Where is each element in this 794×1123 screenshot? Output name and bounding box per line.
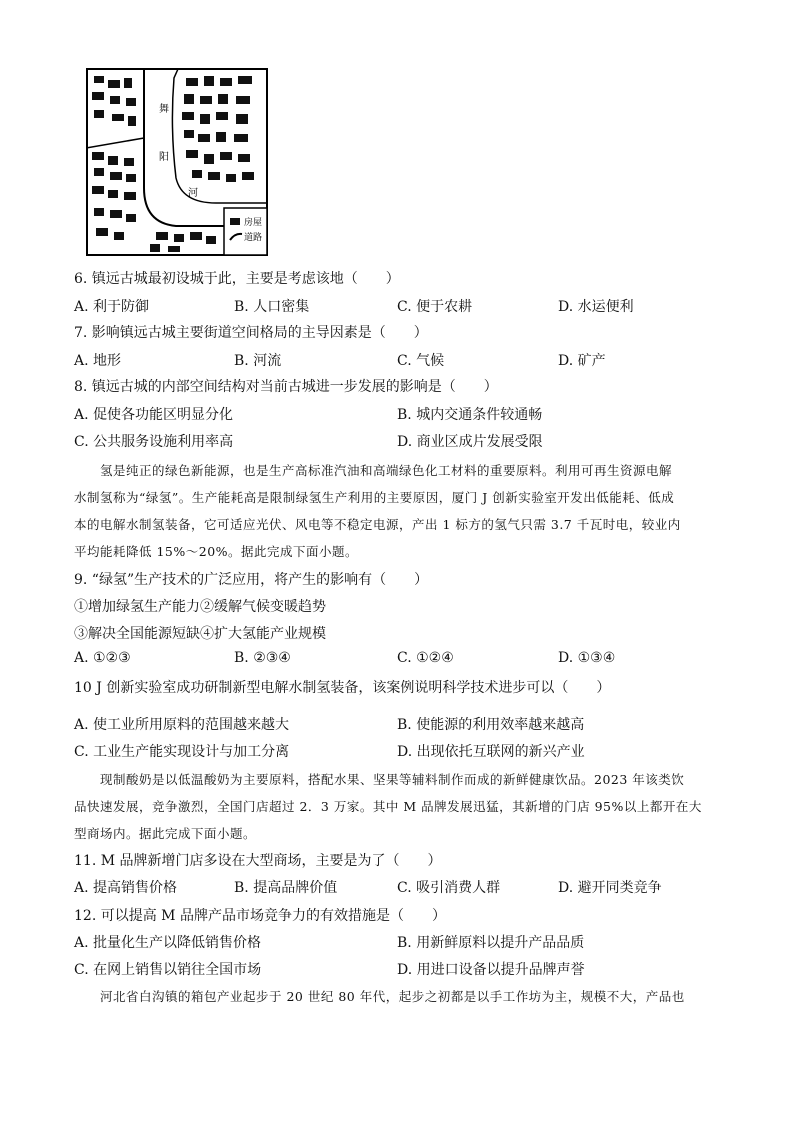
q8-option-b[interactable]: B. 城内交通条件较通畅 — [397, 407, 543, 423]
passage1-line-1: 氢是纯正的绿色新能源，也是生产高标准汽油和高端绿色化工材料的重要原料。利用可再生资源电解 — [100, 463, 673, 478]
q12-option-c[interactable]: C. 在网上销售以销往全国市场 — [74, 962, 262, 978]
q12-option-b[interactable]: B. 用新鲜原料以提升产品品质 — [397, 935, 585, 951]
legend-road-label: 道路 — [244, 233, 263, 243]
q11-stem: 11. M 品牌新增门店多设在大型商场，主要是为了（ ） — [74, 853, 442, 869]
q7-stem: 7. 影响镇远古城主要街道空间格局的主导因素是（ ） — [74, 325, 428, 341]
passage2-line-3: 型商场内。据此完成下面小题。 — [74, 826, 257, 841]
q11-option-b[interactable]: B. 提高品牌价值 — [234, 880, 338, 896]
river-label-1: 舞 — [159, 104, 169, 115]
q8-stem: 8. 镇远古城的内部空间结构对当前古城进一步发展的影响是（ ） — [74, 379, 498, 395]
q9-option-d[interactable]: D. ①③④ — [558, 650, 616, 666]
q9-option-a[interactable]: A. ①②③ — [74, 650, 131, 666]
q9-item-1: ①增加绿氢生产能力②缓解气候变暖趋势 — [74, 599, 326, 615]
passage1-line-4: 平均能耗降低 15%～20%。据此完成下面小题。 — [74, 544, 359, 559]
q8-option-c[interactable]: C. 公共服务设施利用率高 — [74, 434, 234, 450]
town-map — [86, 68, 268, 256]
q12-option-d[interactable]: D. 用进口设备以提升品牌声誉 — [397, 962, 585, 978]
q7-option-c[interactable]: C. 气候 — [397, 353, 445, 369]
passage3-line-1: 河北省白沟镇的箱包产业起步于 20 世纪 80 年代，起步之初都是以手工作坊为主，规模不大，产品也 — [100, 989, 685, 1004]
q9-item-2: ③解决全国能源短缺④扩大氢能产业规模 — [74, 626, 326, 642]
passage1-line-2: 水制氢称为“绿氢”。生产能耗高是限制绿氢生产利用的主要原因，厦门 J 创新实验室开发出低能耗、低成 — [74, 490, 675, 505]
q12-option-a[interactable]: A. 批量化生产以降低销售价格 — [74, 935, 262, 951]
q6-option-a[interactable]: A. 利于防御 — [74, 299, 150, 315]
q7-option-b[interactable]: B. 河流 — [234, 353, 282, 369]
house-legend-icon — [230, 218, 240, 225]
q11-option-a[interactable]: A. 提高销售价格 — [74, 880, 178, 896]
q6-option-b[interactable]: B. 人口密集 — [234, 299, 310, 315]
q9-stem: 9. “绿氢”生产技术的广泛应用，将产生的影响有（ ） — [74, 572, 429, 588]
legend-house-label: 房屋 — [244, 218, 263, 228]
q10-option-c[interactable]: C. 工业生产能实现设计与加工分离 — [74, 744, 290, 760]
q7-option-d[interactable]: D. 矿产 — [558, 353, 606, 369]
q9-option-c[interactable]: C. ①②④ — [397, 650, 454, 666]
q10-option-a[interactable]: A. 使工业所用原料的范围越来越大 — [74, 717, 290, 733]
passage2-line-1: 现制酸奶是以低温酸奶为主要原料，搭配水果、坚果等辅料制作而成的新鲜健康饮品。2023 年该类饮 — [100, 772, 685, 787]
river-label-2: 阳 — [159, 152, 169, 163]
q8-option-a[interactable]: A. 促使各功能区明显分化 — [74, 407, 234, 423]
passage1-line-3: 本的电解水制氢装备，它可适应光伏、风电等不稳定电源，产出 1 标方的氢气只需 3.7 千瓦时电，较业内 — [74, 517, 681, 532]
q8-option-d[interactable]: D. 商业区成片发展受限 — [397, 434, 543, 450]
q6-option-d[interactable]: D. 水运便利 — [558, 299, 634, 315]
q10-option-b[interactable]: B. 使能源的利用效率越来越高 — [397, 717, 585, 733]
q9-option-b[interactable]: B. ②③④ — [234, 650, 291, 666]
q11-option-d[interactable]: D. 避开同类竞争 — [558, 880, 662, 896]
q6-stem: 6. 镇远古城最初设城于此，主要是考虑该地（ ） — [74, 271, 400, 287]
q12-stem: 12. 可以提高 M 品牌产品市场竞争力的有效措施是（ ） — [74, 908, 446, 924]
q10-stem: 10 J 创新实验室成功研制新型电解水制氢装备，该案例说明科学技术进步可以（ ） — [74, 680, 611, 696]
q11-option-c[interactable]: C. 吸引消费人群 — [397, 880, 501, 896]
passage2-line-2: 品快速发展，竞争激烈，全国门店超过 2．3 万家。其中 M 品牌发展迅猛，其新增的门店 95%以上都开在大 — [74, 799, 702, 814]
q10-option-d[interactable]: D. 出现依托互联网的新兴产业 — [397, 744, 585, 760]
river-label-3: 河 — [188, 188, 198, 199]
q6-option-c[interactable]: C. 便于农耕 — [397, 299, 473, 315]
q7-option-a[interactable]: A. 地形 — [74, 353, 122, 369]
